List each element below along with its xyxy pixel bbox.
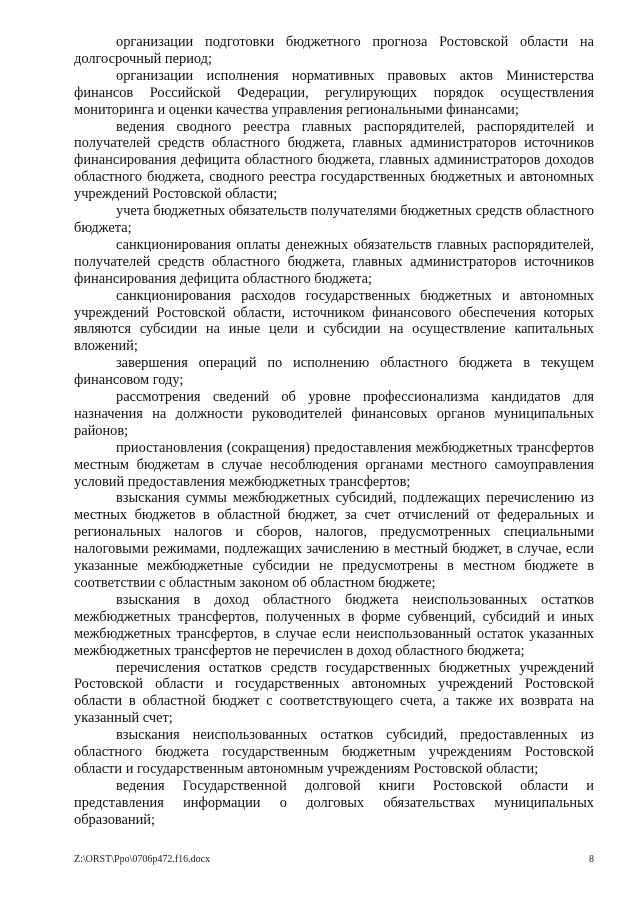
paragraph: завершения операций по исполнению областного бюджета в текущем финансовом году; xyxy=(74,355,594,389)
paragraph: учета бюджетных обязательств получателями бюджетных средств областного бюджета; xyxy=(74,203,594,236)
paragraph: рассмотрения сведений об уровне профессионализма кандидатов для назначения на должности руководителей финансовых органов муниципальных районов; xyxy=(74,389,594,439)
paragraph: ведения Государственной долговой книги Ростовской области и представления информации о долговых обязательствах муниципальных образований; xyxy=(74,777,594,828)
paragraph: взыскания неиспользованных остатков субсидий, предоставленных из областного бюджета государственным бюджетным учреждениям Ростовской области и государственным автономным учреждениям Ростовской области; xyxy=(74,727,594,777)
paragraph: приостановления (сокращения) предоставления межбюджетных трансфертов местным бюджетам в случае несоблюдения органами местного самоуправления условий предоставления межбюджетных трансфертов; xyxy=(74,439,594,490)
document-body xyxy=(74,34,594,829)
paragraph: организации исполнения нормативных правовых актов Министерства финансов Российской Федерации, регулирующих порядок осуществления мониторинга и оценки качества управления региональными финансами; xyxy=(74,67,594,118)
footer-file-path: Z:\ORST\Ppo\0706p472.f16.docx xyxy=(74,854,211,865)
paragraph: перечисления остатков средств государственных бюджетных учреждений Ростовской области и государственных автономных учреждений Ростовской области в областной бюджет с соответствующего счета, а также их возврата на указанный счет; xyxy=(74,659,594,727)
paragraph: организации подготовки бюджетного прогноза Ростовской области на долгосрочный период; xyxy=(74,34,594,67)
paragraph: ведения сводного реестра главных распорядителей, распорядителей и получателей средств областного бюджета, главных администраторов источников финансирования дефицита областного бюджета, главных администраторов доходов областного бюджета, сводного реестра государственных бюджетных и автономных учреждений Ростовской области; xyxy=(74,118,594,203)
paragraph: санкционирования расходов государственных бюджетных и автономных учреждений Ростовской области, источником финансового обеспечения которых являются субсидии на иные цели и субсидии на осуществление капитальных вложений; xyxy=(74,287,594,355)
paragraph: взыскания суммы межбюджетных субсидий, подлежащих перечислению из местных бюджетов в областной бюджет, за счет отчислений от федеральных и региональных налогов и сборов, налогов, предусмотренных специальными налоговыми режимами, подлежащих зачислению в местный бюджет, в случае, если указанные межбюджетные субсидии не предусмотрены в местном бюджете в соответствии с областным законом об областном бюджете; xyxy=(74,490,594,591)
paragraph: взыскания в доход областного бюджета неиспользованных остатков межбюджетных трансфертов, полученных в форме субвенций, субсидий и иных межбюджетных трансфертов, в случае если неиспользованный остаток указанных межбюджетных трансфертов не перечислен в доход областного бюджета; xyxy=(74,591,594,659)
paragraph: санкционирования оплаты денежных обязательств главных распорядителей, получателей средств областного бюджета, главных администраторов источников финансирования дефицита областного бюджета; xyxy=(74,236,594,287)
page-number: 8 xyxy=(589,854,594,865)
